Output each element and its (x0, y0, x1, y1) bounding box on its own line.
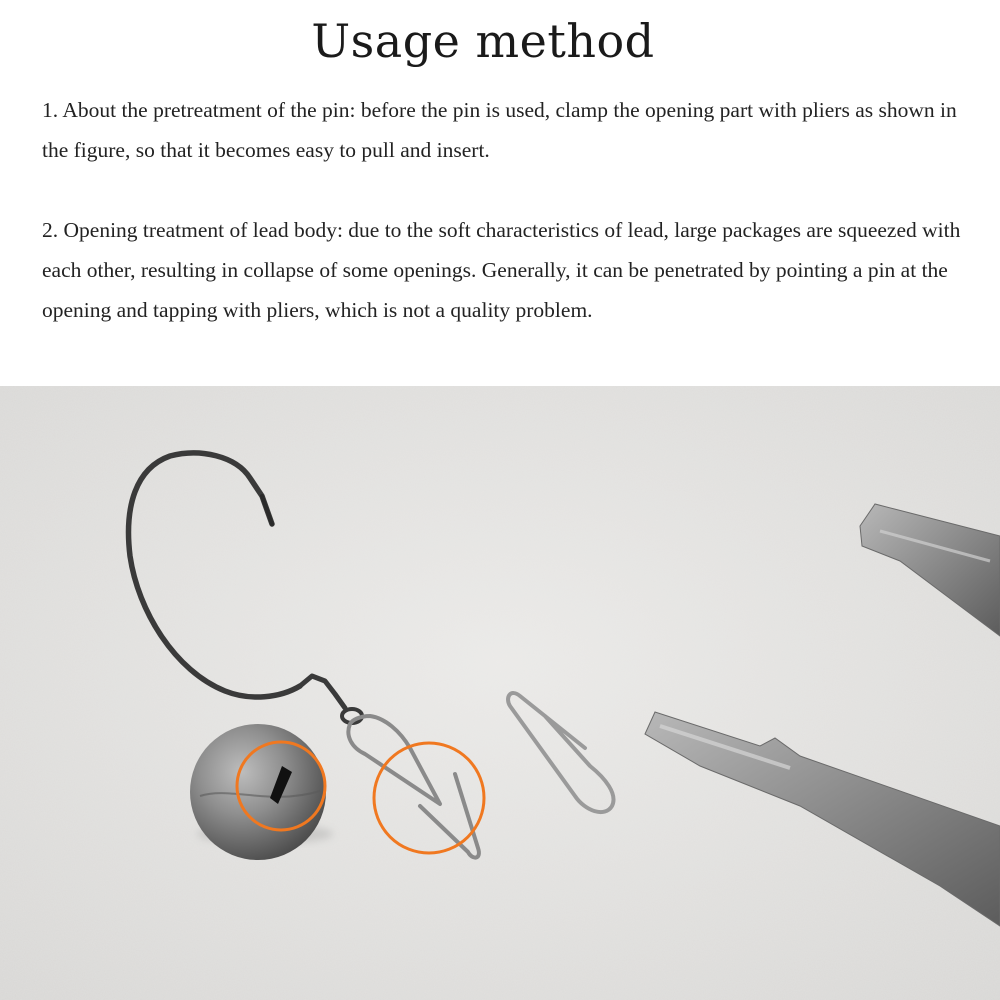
instruction-2: 2. Opening treatment of lead body: due to the soft characteristics of lead, large packages are squeezed with each other, resulting in collapse of some openings. Generally, it can be penetrated by pointing a pin at the opening and tapping with pliers, which is not a quality problem. (42, 218, 961, 322)
page-title: Usage method (311, 14, 655, 68)
product-photo (0, 386, 1000, 1000)
instruction-1: 1. About the pretreatment of the pin: before the pin is used, clamp the opening part with pliers as shown in the figure, so that it becomes easy to pull and insert. (42, 98, 957, 162)
